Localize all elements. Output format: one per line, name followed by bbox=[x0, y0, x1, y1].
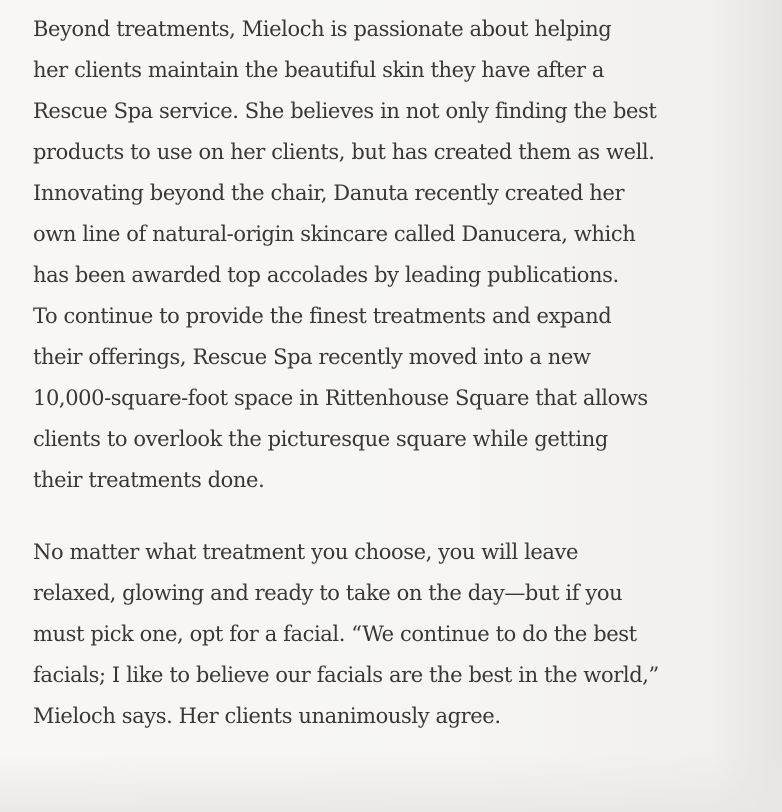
text-line: facials; I like to believe our facials are the best in the world,” bbox=[33, 663, 659, 687]
text-line: her clients maintain the beautiful skin they have after a bbox=[33, 58, 605, 82]
text-line: relaxed, glowing and ready to take on the day—but if you bbox=[33, 581, 623, 605]
paragraph-2 bbox=[33, 532, 683, 737]
text-line: their offerings, Rescue Spa recently moved into a new bbox=[33, 345, 591, 369]
text-line: To continue to provide the finest treatments and expand bbox=[33, 304, 612, 328]
text-line: clients to overlook the picturesque square while getting bbox=[33, 427, 608, 451]
text-line: has been awarded top accolades by leading publications. bbox=[33, 263, 619, 287]
text-line: must pick one, opt for a facial. “We continue to do the best bbox=[33, 622, 637, 646]
page-edge-shadow bbox=[712, 0, 782, 812]
page-bottom-shadow bbox=[0, 752, 782, 812]
article-body bbox=[33, 9, 683, 737]
text-line: products to use on her clients, but has created them as well. bbox=[33, 140, 655, 164]
text-line: Beyond treatments, Mieloch is passionate about helping bbox=[33, 17, 612, 41]
text-line: Rescue Spa service. She believes in not only finding the best bbox=[33, 99, 657, 123]
text-line: Mieloch says. Her clients unanimously agree. bbox=[33, 704, 501, 728]
paragraph-1 bbox=[33, 9, 683, 501]
text-line: their treatments done. bbox=[33, 468, 265, 492]
text-line: 10,000-square-foot space in Rittenhouse Square that allows bbox=[33, 386, 648, 410]
paragraph-spacer bbox=[33, 501, 683, 532]
text-line: own line of natural-origin skincare called Danucera, which bbox=[33, 222, 636, 246]
text-line: Innovating beyond the chair, Danuta recently created her bbox=[33, 181, 625, 205]
text-line: No matter what treatment you choose, you will leave bbox=[33, 540, 579, 564]
